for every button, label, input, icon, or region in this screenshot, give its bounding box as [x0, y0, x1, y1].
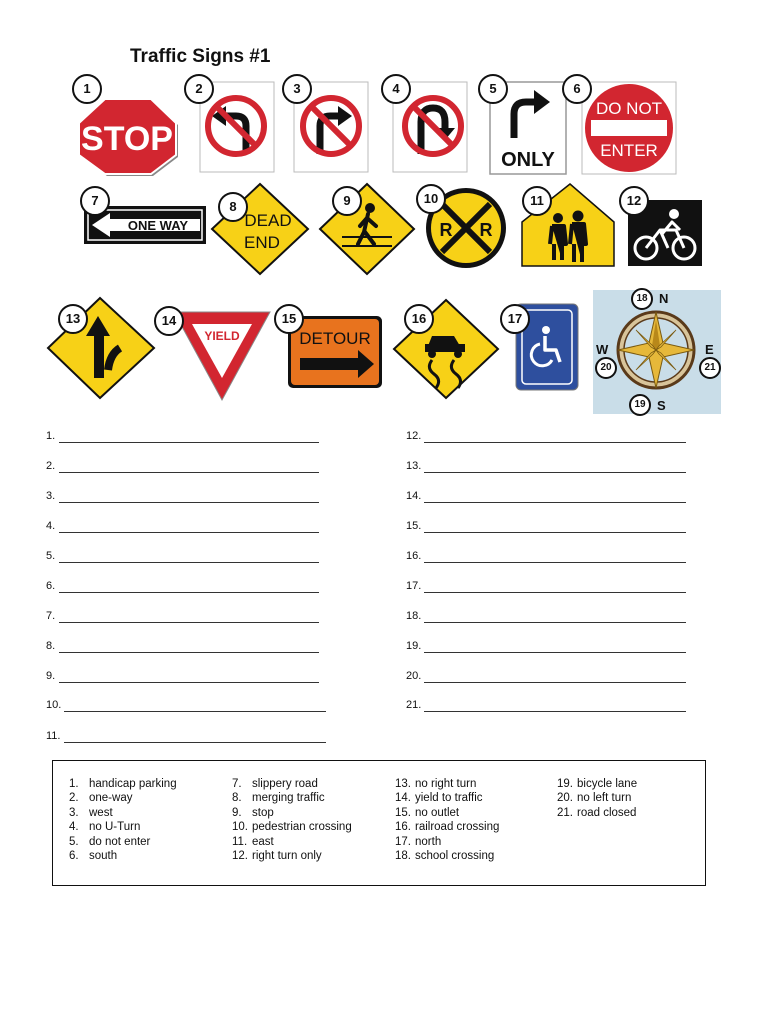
word-bank-number: 3.	[69, 806, 79, 819]
compass-rose-icon	[593, 290, 721, 414]
word-bank-number: 7.	[232, 778, 242, 790]
answer-row	[46, 550, 55, 562]
answer-number: 7.	[46, 610, 56, 622]
word-bank-item	[69, 806, 177, 820]
word-bank-label: north	[415, 835, 442, 848]
answer-number: 18.	[406, 610, 422, 622]
answer-row	[406, 699, 421, 711]
sign-number: 2	[184, 74, 214, 104]
answer-number: 3.	[46, 490, 56, 502]
bicycle-lane-sign	[622, 186, 704, 268]
answer-row	[46, 430, 55, 442]
right-turn-only-sign	[478, 74, 570, 176]
word-bank-item	[232, 806, 352, 820]
answer-blank[interactable]	[424, 562, 686, 563]
word-bank-number: 9.	[232, 806, 242, 819]
sign-number: 18	[631, 288, 653, 310]
answer-blank[interactable]	[64, 742, 326, 743]
word-bank-number: 4.	[69, 821, 79, 834]
answer-number: 15.	[406, 520, 422, 532]
sign-number: 19	[629, 394, 651, 416]
dead-text: DEAD	[244, 211, 292, 230]
answer-row	[406, 580, 421, 592]
word-bank-number: 1.	[69, 778, 79, 790]
compass-s: S	[657, 398, 666, 413]
yield-text: YIELD	[204, 329, 240, 343]
word-bank-item	[395, 791, 499, 805]
word-bank-item	[232, 777, 352, 791]
answer-row	[406, 460, 421, 472]
answer-blank[interactable]	[59, 562, 319, 563]
word-bank-label: yield to traffic	[415, 792, 483, 805]
answer-number: 21.	[406, 699, 422, 711]
word-bank-label: west	[89, 806, 113, 819]
answer-number: 1.	[46, 430, 56, 442]
word-bank-item	[395, 849, 499, 863]
word-bank-label: merging traffic	[252, 792, 325, 805]
answer-number: 12.	[406, 430, 422, 442]
word-bank	[52, 760, 706, 886]
answer-number: 9.	[46, 670, 56, 682]
only-text: ONLY	[501, 149, 555, 171]
answer-blank[interactable]	[59, 502, 319, 503]
sign-number: 6	[562, 74, 592, 104]
pedestrian-crossing-sign	[318, 182, 416, 276]
word-bank-item	[69, 835, 177, 849]
word-bank-item	[232, 820, 352, 834]
answer-row	[406, 490, 421, 502]
sign-number: 12	[619, 186, 649, 216]
answer-number: 20.	[406, 670, 422, 682]
answer-blank[interactable]	[424, 622, 686, 623]
sign-number: 20	[595, 357, 617, 379]
answer-row	[46, 460, 55, 472]
sign-number: 14	[154, 306, 184, 336]
word-bank-item	[557, 806, 637, 820]
answer-blank[interactable]	[424, 711, 686, 712]
answer-number: 5.	[46, 550, 56, 562]
detour-text: DETOUR	[299, 329, 371, 348]
word-bank-label: no right turn	[415, 778, 477, 790]
word-bank-label: handicap parking	[89, 778, 177, 790]
answer-row	[46, 670, 55, 682]
answer-row	[406, 610, 421, 622]
answer-blank[interactable]	[424, 442, 686, 443]
compass-w: W	[596, 342, 609, 357]
r-right-text: R	[479, 220, 493, 240]
enter-text: ENTER	[600, 141, 658, 160]
answer-row	[46, 580, 55, 592]
sign-number: 16	[404, 304, 434, 334]
word-bank-label: pedestrian crossing	[252, 821, 352, 834]
answer-row	[46, 730, 60, 742]
answer-blank[interactable]	[59, 442, 319, 443]
sign-number: 13	[58, 304, 88, 334]
answer-blank[interactable]	[424, 532, 686, 533]
answer-number: 6.	[46, 580, 56, 592]
word-bank-item	[232, 835, 352, 849]
word-bank-label: school crossing	[415, 850, 495, 863]
handicap-parking-sign	[498, 302, 582, 392]
answer-number: 13.	[406, 460, 422, 472]
word-bank-column-2	[232, 777, 352, 863]
word-bank-number: 15.	[395, 806, 411, 819]
word-bank-label: bicycle lane	[577, 778, 638, 790]
answer-blank[interactable]	[59, 472, 319, 473]
word-bank-label: no U-Turn	[89, 821, 141, 834]
word-bank-number: 6.	[69, 850, 79, 863]
r-left-text: R	[439, 220, 453, 240]
answer-row	[46, 490, 55, 502]
railroad-crossing-sign	[414, 182, 510, 270]
one-way-sign	[80, 186, 210, 248]
word-bank-label: do not enter	[89, 835, 151, 848]
answer-row	[406, 430, 421, 442]
page-title: Traffic Signs #1	[130, 46, 271, 67]
compass-e: E	[705, 342, 714, 357]
answer-blank[interactable]	[59, 622, 319, 623]
word-bank-label: right turn only	[252, 850, 322, 863]
word-bank-number: 11.	[232, 835, 248, 848]
slippery-road-sign	[392, 298, 500, 400]
answer-row	[406, 550, 421, 562]
word-bank-item	[395, 806, 499, 820]
compass-n: N	[659, 291, 669, 306]
sign-number: 9	[332, 186, 362, 216]
word-bank-item	[69, 777, 177, 791]
word-bank-number: 13.	[395, 778, 411, 790]
sign-number: 7	[80, 186, 110, 216]
answer-row	[406, 520, 421, 532]
answer-row	[46, 610, 55, 622]
school-crossing-sign	[518, 182, 618, 270]
word-bank-label: no outlet	[415, 806, 460, 819]
word-bank-number: 17.	[395, 835, 411, 848]
word-bank-item	[395, 777, 499, 791]
stop-text: STOP	[81, 120, 173, 158]
word-bank-label: road closed	[577, 806, 637, 819]
answer-blank[interactable]	[424, 592, 686, 593]
merging-traffic-sign	[46, 296, 156, 400]
word-bank-number: 5.	[69, 835, 79, 848]
no-left-turn-sign	[184, 74, 276, 174]
compass-panel	[593, 290, 721, 414]
sign-number: 17	[500, 304, 530, 334]
word-bank-item	[232, 849, 352, 863]
answer-blank[interactable]	[424, 502, 686, 503]
word-bank-label: east	[252, 835, 274, 848]
word-bank-label: railroad crossing	[415, 821, 500, 834]
stop-sign	[72, 74, 182, 174]
sign-number: 3	[282, 74, 312, 104]
answer-row	[46, 699, 61, 711]
word-bank-item	[395, 835, 499, 849]
no-u-turn-sign	[381, 74, 473, 174]
word-bank-label: south	[89, 850, 118, 863]
sign-number: 8	[218, 192, 248, 222]
sign-number: 11	[522, 186, 552, 216]
sign-number: 15	[274, 304, 304, 334]
word-bank-number: 2.	[69, 792, 79, 805]
word-bank-label: slippery road	[252, 778, 318, 790]
answer-row	[46, 640, 55, 652]
answer-row	[46, 520, 55, 532]
answer-row	[406, 640, 421, 652]
word-bank-number: 21.	[557, 806, 573, 819]
word-bank-number: 14.	[395, 792, 411, 805]
do-not-text: DO NOT	[595, 99, 663, 118]
answer-blank[interactable]	[424, 652, 686, 653]
answer-blank[interactable]	[59, 652, 319, 653]
word-bank-label: stop	[252, 806, 274, 819]
word-bank-item	[69, 791, 177, 805]
answer-number: 11.	[46, 730, 61, 742]
answer-blank[interactable]	[59, 682, 319, 683]
detour-sign	[274, 304, 384, 390]
word-bank-number: 18.	[395, 850, 411, 863]
sign-number: 4	[381, 74, 411, 104]
answer-number: 14.	[406, 490, 422, 502]
sign-number: 5	[478, 74, 508, 104]
word-bank-column-4	[557, 777, 637, 820]
answer-number: 17.	[406, 580, 422, 592]
answer-blank[interactable]	[424, 472, 686, 473]
do-not-enter-sign	[562, 74, 682, 174]
word-bank-number: 16.	[395, 821, 411, 834]
word-bank-number: 20.	[557, 792, 573, 805]
sign-number: 1	[72, 74, 102, 104]
word-bank-item	[69, 820, 177, 834]
word-bank-number: 19.	[557, 778, 573, 790]
sign-number: 21	[699, 357, 721, 379]
word-bank-item	[232, 791, 352, 805]
answer-number: 19.	[406, 640, 422, 652]
dead-end-sign	[210, 182, 310, 276]
answer-number: 8.	[46, 640, 56, 652]
answer-blank[interactable]	[59, 532, 319, 533]
answer-blank[interactable]	[424, 682, 686, 683]
no-right-turn-sign	[282, 74, 374, 174]
answer-number: 10.	[46, 699, 62, 711]
word-bank-item	[395, 820, 499, 834]
yield-sign	[152, 306, 272, 402]
word-bank-column-3	[395, 777, 499, 863]
word-bank-label: no left turn	[577, 792, 632, 805]
answer-number: 4.	[46, 520, 56, 532]
word-bank-column-1	[69, 777, 177, 863]
sign-number: 10	[416, 184, 446, 214]
word-bank-item	[69, 849, 177, 863]
word-bank-number: 12.	[232, 850, 248, 863]
answer-blank[interactable]	[59, 592, 319, 593]
word-bank-item	[557, 777, 637, 791]
answer-row	[406, 670, 421, 682]
answer-number: 2.	[46, 460, 56, 472]
word-bank-item	[557, 791, 637, 805]
end-text: END	[244, 233, 280, 252]
answer-blank[interactable]	[64, 711, 326, 712]
one-way-text: ONE WAY	[127, 218, 189, 233]
answer-number: 16.	[406, 550, 422, 562]
word-bank-label: one-way	[89, 792, 133, 805]
word-bank-number: 8.	[232, 792, 242, 805]
word-bank-number: 10.	[232, 821, 248, 834]
